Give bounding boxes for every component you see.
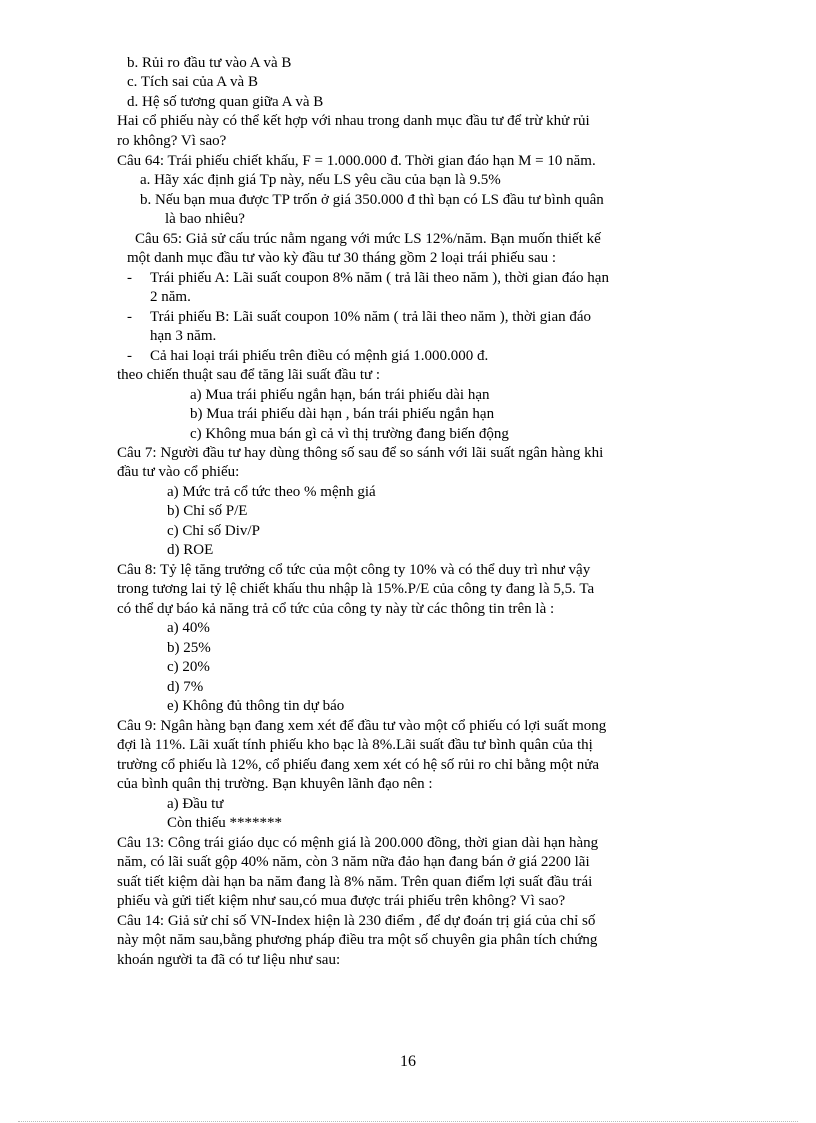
text-line: Trái phiếu B: Lãi suất coupon 10% năm ( trả lãi theo năm ), thời gian đáo xyxy=(150,309,592,325)
text-line: - xyxy=(127,348,132,364)
text-line: b) Chỉ số P/E xyxy=(167,503,248,519)
text-line: Hai cổ phiếu này có thể kết hợp với nhau trong danh mục đầu tư để trừ khử rủi xyxy=(117,113,590,129)
text-line: d. Hệ số tương quan giữa A và B xyxy=(127,94,324,110)
text-line: trường cổ phiếu là 12%, cổ phiếu đang xem xét có hệ số rủi ro chỉ bằng một nửa xyxy=(117,757,599,773)
text-line: Câu 9: Ngân hàng bạn đang xem xét để đầu tư vào một cổ phiếu có lợi suất mong xyxy=(117,718,607,734)
text-line: Trái phiếu A: Lãi suất coupon 8% năm ( trả lãi theo năm ), thời gian đáo hạn xyxy=(150,270,609,286)
text-line: e) Không đủ thông tin dự báo xyxy=(167,698,345,714)
text-line: suất tiết kiệm dài hạn ba năm đang là 8% năm. Trên quan điểm lợi suất đầu trái xyxy=(117,874,593,890)
text-line: ro không? Vì sao? xyxy=(117,133,227,149)
text-line: đợi là 11%. Lãi xuất tính phiếu kho bạc là 8%.Lãi suất đầu tư bình quân của thị xyxy=(117,737,593,753)
text-line: b) Mua trái phiếu dài hạn , bán trái phiếu ngắn hạn xyxy=(190,406,495,422)
text-line: đầu tư vào cổ phiếu: xyxy=(117,464,240,480)
text-line: một danh mục đầu tư vào kỳ đầu tư 30 tháng gồm 2 loại trái phiếu sau : xyxy=(127,250,557,266)
text-line: c) Không mua bán gì cả vì thị trường đang biến động xyxy=(190,426,509,442)
text-line: theo chiến thuật sau để tăng lãi suất đầu tư : xyxy=(117,367,381,383)
text-line: a. Hãy xác định giá Tp này, nếu LS yêu cầu của bạn là 9.5% xyxy=(140,172,501,188)
text-line: b. Nếu bạn mua được TP trốn ở giá 350.000 đ thì bạn có LS đầu tư bình quân xyxy=(140,192,604,208)
text-line: c. Tích sai của A và B xyxy=(127,74,258,90)
text-line: Câu 7: Người đầu tư hay dùng thông số sau để so sánh với lãi suất ngân hàng khi xyxy=(117,445,604,461)
text-line: a) 40% xyxy=(167,620,210,636)
text-line: b. Rủi ro đầu tư vào A và B xyxy=(127,55,292,71)
text-line: Câu 13: Công trái giáo dục có mệnh giá là 200.000 đồng, thời gian dài hạn hàng xyxy=(117,835,599,851)
text-line: khoán người ta đã có tư liệu như sau: xyxy=(117,952,341,968)
text-line: có thể dự báo kả năng trả cổ tức của công ty này từ các thông tin trên là : xyxy=(117,601,555,617)
text-line: d) ROE xyxy=(167,542,214,558)
page-number: 16 xyxy=(400,1053,416,1070)
text-line: 2 năm. xyxy=(150,289,191,305)
text-line: Câu 64: Trái phiếu chiết khấu, F = 1.000.000 đ. Thời gian đáo hạn M = 10 năm. xyxy=(117,153,596,169)
text-line: Câu 14: Giả sử chỉ số VN-Index hiện là 230 điểm , để dự đoán trị giá của chỉ số xyxy=(117,913,596,929)
text-line: phiếu và gửi tiết kiệm như sau,có mua được trái phiếu trên không? Vì sao? xyxy=(117,893,566,909)
text-line: c) Chỉ số Div/P xyxy=(167,523,260,539)
text-line: c) 20% xyxy=(167,659,210,675)
text-line: là bao nhiêu? xyxy=(165,211,245,227)
text-line: Câu 65: Giả sử cấu trúc nằm ngang với mức LS 12%/năm. Bạn muốn thiết kế xyxy=(135,231,601,247)
text-line: - xyxy=(127,309,132,325)
text-line: a) Đầu tư xyxy=(167,796,224,812)
text-line: Cả hai loại trái phiếu trên điều có mệnh giá 1.000.000 đ. xyxy=(150,348,489,364)
text-line: hạn 3 năm. xyxy=(150,328,217,344)
text-line: - xyxy=(127,270,132,286)
text-line: a) Mức trả cổ tức theo % mệnh giá xyxy=(167,484,376,500)
text-line: b) 25% xyxy=(167,640,211,656)
text-line: năm, có lãi suất gộp 40% năm, còn 3 năm nữa đảo hạn đang bán ở giá 2200 lãi xyxy=(117,854,590,870)
text-line: Câu 8: Tỷ lệ tăng trưởng cổ tức của một công ty 10% và có thể duy trì như vậy xyxy=(117,562,591,578)
text-line: trong tương lai tỷ lệ chiết khấu thu nhập là 15%.P/E của công ty đang là 5,5. Ta xyxy=(117,581,595,597)
text-line: này một năm sau,bằng phương pháp điều tra một số chuyên gia phân tích chứng xyxy=(117,932,598,948)
page-bottom-divider xyxy=(18,1121,798,1122)
text-line: d) 7% xyxy=(167,679,204,695)
text-line: Còn thiếu ******* xyxy=(167,815,282,831)
text-line: của bình quân thị trường. Bạn khuyên lãnh đạo nên : xyxy=(117,776,433,792)
text-line: a) Mua trái phiếu ngắn hạn, bán trái phiếu dài hạn xyxy=(190,387,490,403)
